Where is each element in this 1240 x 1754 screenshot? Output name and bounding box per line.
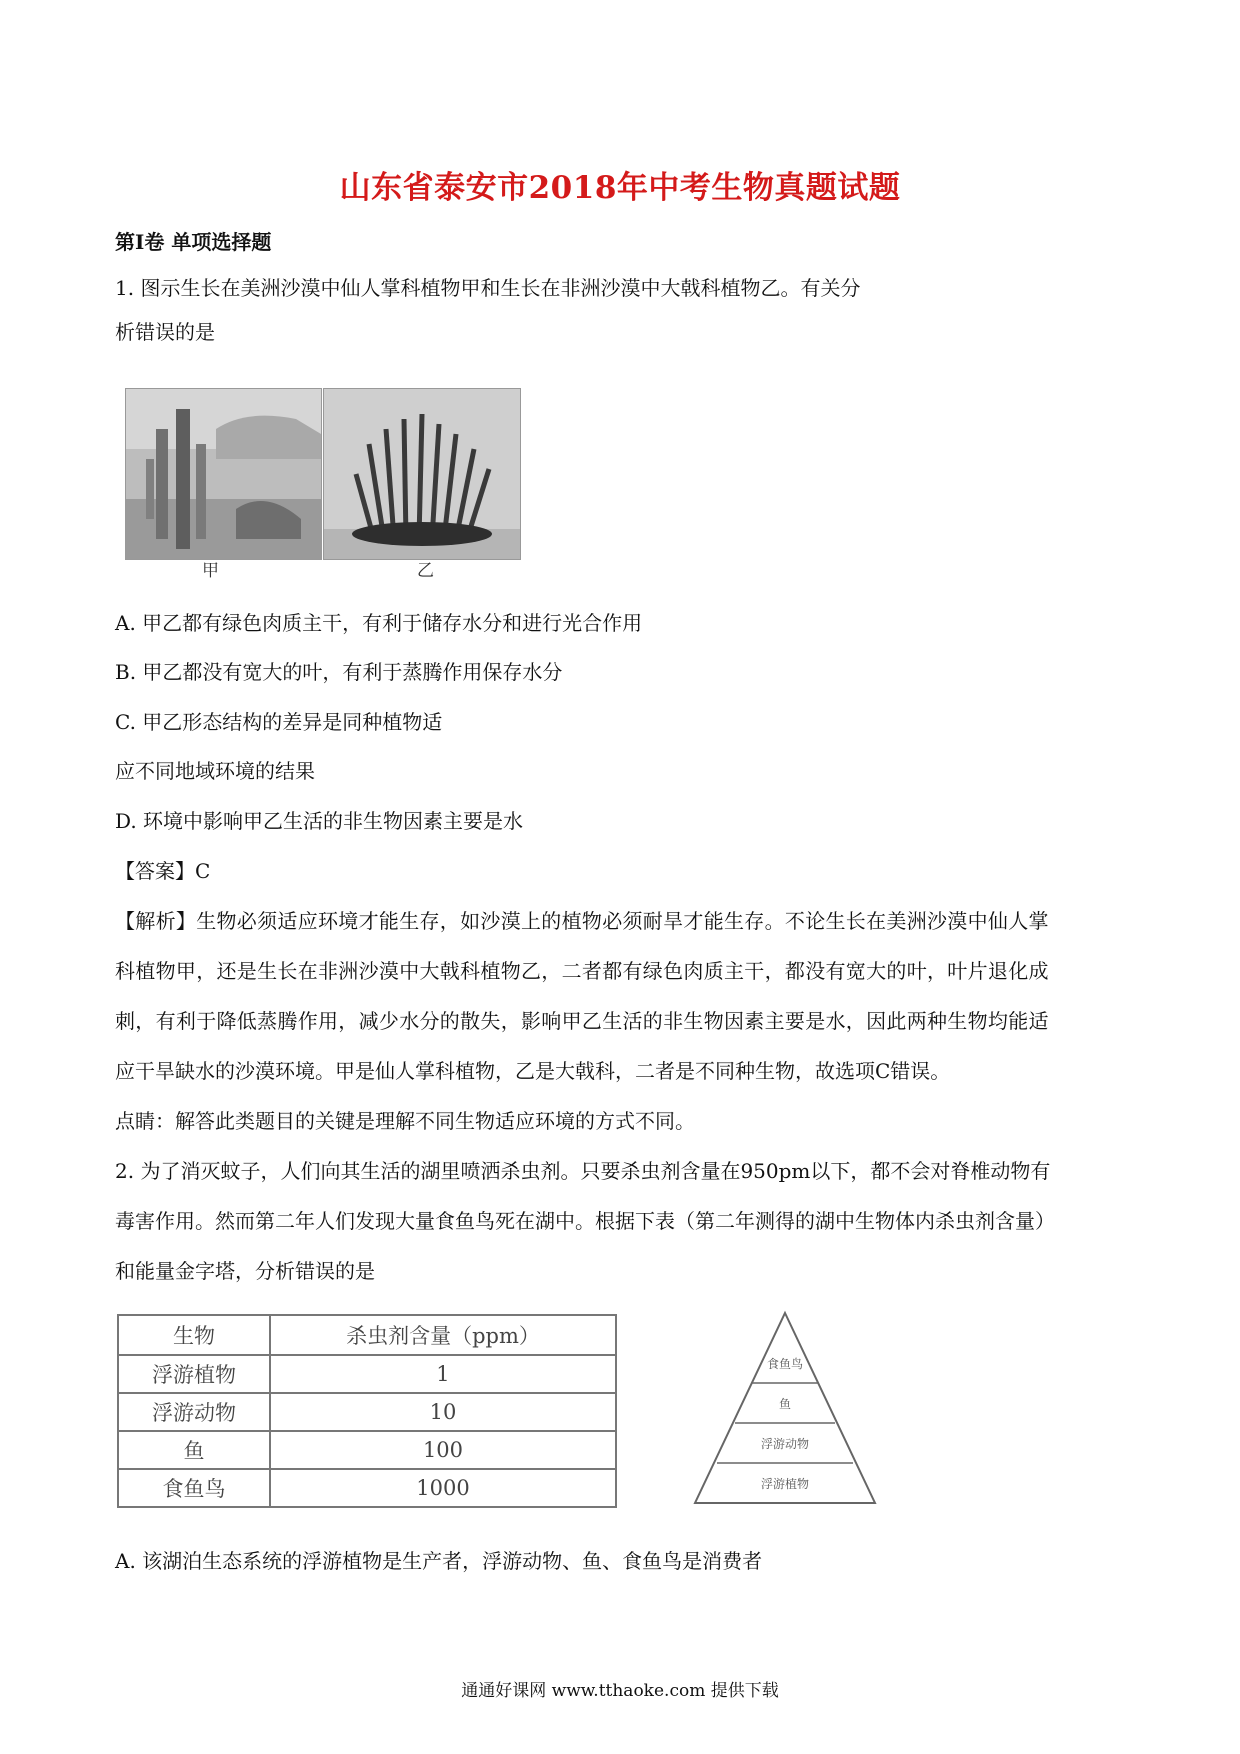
q1-answer: 【答案】C — [115, 859, 211, 883]
q1-option-d: D. 环境中影响甲乙生活的非生物因素主要是水 — [115, 809, 524, 833]
table-row — [118, 1393, 616, 1431]
q1-analysis-line-2: 科植物甲，还是生长在非洲沙漠中大戟科植物乙，二者都有绿色肉质主干，都没有宽大的叶，叶片退化成 — [115, 959, 1049, 983]
pyramid-level-label: 食鱼鸟 — [766, 1357, 804, 1371]
table-header-cell: 生物 — [118, 1315, 270, 1355]
q1-option-c-line-1: C. 甲乙形态结构的差异是同种植物适 — [115, 710, 443, 734]
q1-figure — [125, 388, 520, 558]
table-cell: 食鱼鸟 — [118, 1469, 270, 1507]
pesticide-table — [117, 1314, 617, 1508]
q2-option-a: A. 该湖泊生态系统的浮游植物是生产者，浮游动物、鱼、食鱼鸟是消费者 — [115, 1549, 763, 1573]
table-cell: 鱼 — [118, 1431, 270, 1469]
figure-label-b: 乙 — [417, 561, 434, 581]
energy-pyramid — [690, 1308, 880, 1508]
cactus-photo — [125, 388, 322, 560]
q2-stem-line-3: 和能量金字塔，分析错误的是 — [115, 1259, 375, 1283]
figure-label-a: 甲 — [202, 561, 219, 581]
q1-stem-line-2: 析错误的是 — [115, 320, 215, 344]
q1-analysis-line-3: 刺，有利于降低蒸腾作用，减少水分的散失，影响甲乙生活的非生物因素主要是水，因此两种生物均能适 — [115, 1009, 1049, 1033]
table-cell: 100 — [270, 1431, 616, 1469]
table-cell: 浮游植物 — [118, 1355, 270, 1393]
q1-stem-line-1: 1. 图示生长在美洲沙漠中仙人掌科植物甲和生长在非洲沙漠中大戟科植物乙。有关分 — [115, 276, 861, 300]
table-row — [118, 1355, 616, 1393]
table-cell: 浮游动物 — [118, 1393, 270, 1431]
table-cell: 10 — [270, 1393, 616, 1431]
table-cell: 1 — [270, 1355, 616, 1393]
q1-comment: 点睛：解答此类题目的关键是理解不同生物适应环境的方式不同。 — [115, 1109, 695, 1133]
table-header-row — [118, 1315, 616, 1355]
q2-stem-line-2: 毒害作用。然而第二年人们发现大量食鱼鸟死在湖中。根据下表（第二年测得的湖中生物体内杀虫剂含量） — [115, 1209, 1055, 1233]
q1-option-b: B. 甲乙都没有宽大的叶，有利于蒸腾作用保存水分 — [115, 660, 563, 684]
pyramid-level-label: 鱼 — [778, 1397, 792, 1411]
q2-stem-line-1: 2. 为了消灭蚊子，人们向其生活的湖里喷洒杀虫剂。只要杀虫剂含量在950pm以下，都不会对脊椎动物有 — [115, 1159, 1051, 1183]
page-footer: 通通好课网 www.tthaoke.com 提供下载 — [461, 1681, 779, 1701]
table-cell: 1000 — [270, 1469, 616, 1507]
section-heading: 第Ⅰ卷 单项选择题 — [115, 230, 272, 254]
euphorbia-photo — [323, 388, 521, 560]
table-row — [118, 1469, 616, 1507]
table-row — [118, 1431, 616, 1469]
q1-option-a: A. 甲乙都有绿色肉质主干，有利于储存水分和进行光合作用 — [115, 611, 643, 635]
q1-option-c-line-2: 应不同地域环境的结果 — [115, 759, 315, 783]
q1-analysis-line-1: 【解析】生物必须适应环境才能生存，如沙漠上的植物必须耐旱才能生存。不论生长在美洲沙漠中仙人掌 — [115, 909, 1049, 933]
pyramid-level-label: 浮游动物 — [760, 1437, 810, 1451]
pyramid-level-label: 浮游植物 — [760, 1477, 810, 1491]
page-title: 山东省泰安市2018年中考生物真题试题 — [339, 170, 901, 206]
table-header-cell: 杀虫剂含量（ppm） — [270, 1315, 616, 1355]
q1-analysis-line-4: 应干旱缺水的沙漠环境。甲是仙人掌科植物，乙是大戟科，二者是不同种生物，故选项C错误。 — [115, 1059, 951, 1083]
